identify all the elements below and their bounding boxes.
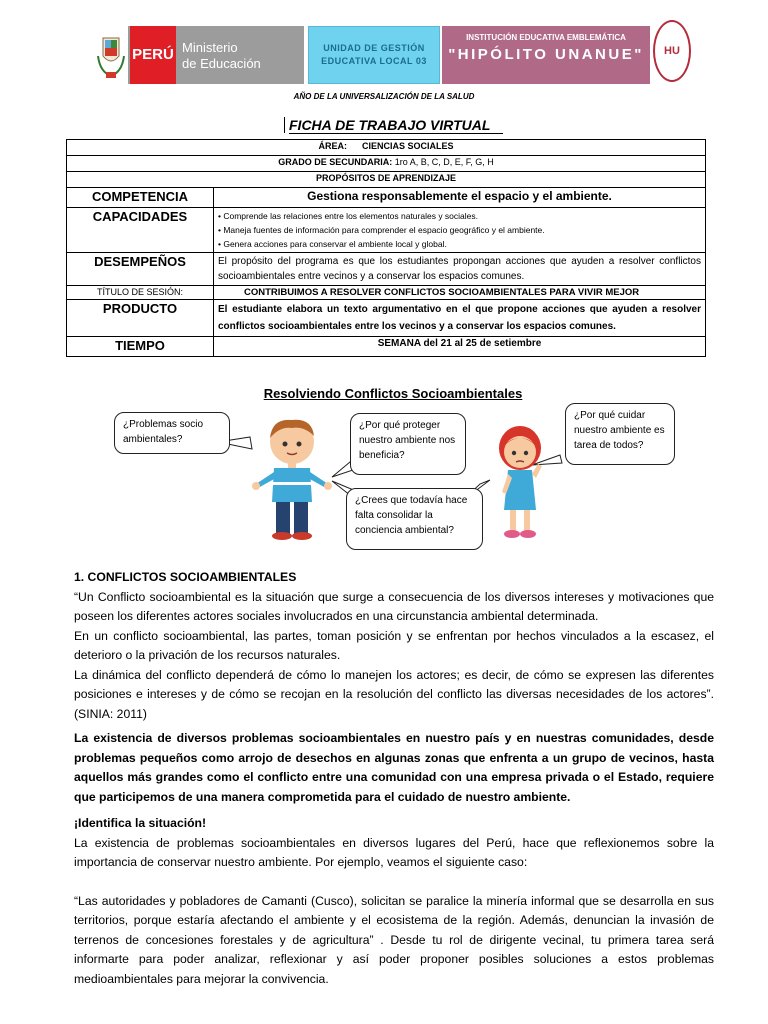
girl-character-icon bbox=[486, 420, 556, 542]
speech-bubble-1: ¿Problemas socio ambientales? bbox=[114, 412, 230, 454]
paragraph: En un conflicto socioambiental, las partes, toman posición y se enfrentan por hechos vinculados a la escasez, el deterioro o la privación de los recursos naturales. bbox=[74, 628, 714, 662]
section-heading: ¡Identifica la situación! bbox=[74, 816, 207, 830]
speech-bubble-4: ¿Crees que todavía hace falta consolidar la conciencia ambiental? bbox=[346, 488, 483, 550]
section-heading: 1. CONFLICTOS SOCIOAMBIENTALES bbox=[74, 570, 297, 584]
ministry-logo-banner bbox=[94, 26, 304, 84]
paragraph: “Un Conflicto socioambiental es la situación que surge a consecuencia de los diversos intereses y motivaciones que poseen los diferentes actores sociales involucrados en una circunstancia ambiental determinada. bbox=[74, 589, 714, 623]
table-row: ÁREA: CIENCIAS SOCIALES bbox=[67, 140, 706, 156]
table-row: PRODUCTO El estudiante elabora un texto argumentativo en el que propone acciones que ayuden a resolver conflictos socioambientales entre los vecinos y a conservar los espacios comunes. bbox=[67, 300, 706, 337]
coat-of-arms-icon bbox=[94, 26, 128, 84]
year-motto: AÑO DE LA UNIVERSALIZACIÓN DE LA SALUD bbox=[293, 92, 475, 101]
school-type: INSTITUCIÓN EDUCATIVA EMBLEMÁTICA bbox=[466, 33, 626, 42]
paragraph: “Las autoridades y pobladores de Camanti (Cusco), solicitan se paralice la minería informal que se desarrolla en sus territorios, porque estaría afectando el ambiente y el ecosistema de la región. Además, denuncian la invasión de terrenos de concesiones forestales y de agricultura” . Desde tu rol de dirigente vecinal, tu primera tarea será informarte para poder analizar, reflexionar y así poder proponer posibles soluciones a estos problemas medioambientales para mejorar la convivencia. bbox=[74, 893, 714, 986]
paragraph: La dinámica del conflicto dependerá de cómo lo manejen los actores; es decir, de cómo se expresen las diferentes posiciones e intereses y de cómo se recojan en la resolución del conflicto las diversas necesidades de los actores”. (SINIA: 2011) bbox=[74, 667, 714, 721]
list-item: • Maneja fuentes de información para comprender el espacio geográfico y el ambiente. bbox=[218, 225, 545, 235]
speech-bubble-3: ¿Por qué cuidar nuestro ambiente es tarea de todos? bbox=[565, 403, 675, 465]
paragraph: La existencia de problemas socioambientales en diversos lugares del Perú, hace que reflexionemos sobre la importancia de conservar nuestro ambiente. Por ejemplo, veamos el siguiente caso: bbox=[74, 835, 714, 869]
speech-bubble-2: ¿Por qué proteger nuestro ambiente nos beneficia? bbox=[350, 413, 466, 475]
table-row: DESEMPEÑOS El propósito del programa es que los estudiantes propongan acciones que ayuden a resolver conflictos socioambientales entre vecinos y a conservar los espacios comunes. bbox=[67, 253, 706, 286]
school-logo: HU bbox=[653, 20, 691, 82]
list-item: • Comprende las relaciones entre los elementos naturales y sociales. bbox=[218, 211, 478, 221]
table-row: PROPÓSITOS DE APRENDIZAJE bbox=[67, 172, 706, 188]
paragraph: La existencia de diversos problemas socioambientales en nuestro país y en nuestras comunidades, desde problemas pequeños como arrojo de desechos en algunas zonas que enfrenta a un grupo de vecinos, hasta aquellos más grandes como el conflicto entre una comunidad con una empresa privada o el Estado, requiere que participemos de una manera comprometida para el cuidado de nuestro ambiente. bbox=[74, 731, 714, 804]
table-row: TÍTULO DE SESIÓN: CONTRIBUIMOS A RESOLVER CONFLICTOS SOCIOAMBIENTALES PARA VIVIR MEJOR bbox=[67, 286, 706, 300]
table-row: COMPETENCIA Gestiona responsablemente el espacio y el ambiente. bbox=[67, 188, 706, 208]
list-item: • Genera acciones para conservar el ambiente local y global. bbox=[218, 239, 447, 249]
peru-label: PERÚ bbox=[130, 26, 176, 84]
table-row: TIEMPO SEMANA del 21 al 25 de setiembre bbox=[67, 337, 706, 357]
table-row: GRADO DE SECUNDARIA: 1ro A, B, C, D, E, F, G, H bbox=[67, 156, 706, 172]
illustration-title: Resolviendo Conflictos Socioambientales bbox=[263, 386, 523, 401]
section-conflictos bbox=[74, 568, 714, 807]
ugel-banner: UNIDAD DE GESTIÓN EDUCATIVA LOCAL 03 bbox=[308, 26, 440, 84]
table-row: CAPACIDADES • Comprende las relaciones entre los elementos naturales y sociales. • Maneja fuentes de información para comprender el espacio geográfico y el ambiente. • Genera acciones para conservar el ambiente local y global. bbox=[67, 208, 706, 253]
ministry-name: Ministerio de Educación bbox=[182, 40, 261, 71]
info-table bbox=[66, 139, 706, 357]
title-underline bbox=[289, 133, 503, 134]
page-title: FICHA DE TRABAJO VIRTUAL bbox=[284, 117, 490, 133]
boy-character-icon bbox=[248, 412, 338, 542]
section-identifica bbox=[74, 814, 714, 989]
school-name: "HIPÓLITO UNANUE" bbox=[448, 46, 644, 63]
school-banner bbox=[442, 26, 650, 84]
capacidades-list bbox=[218, 209, 701, 251]
